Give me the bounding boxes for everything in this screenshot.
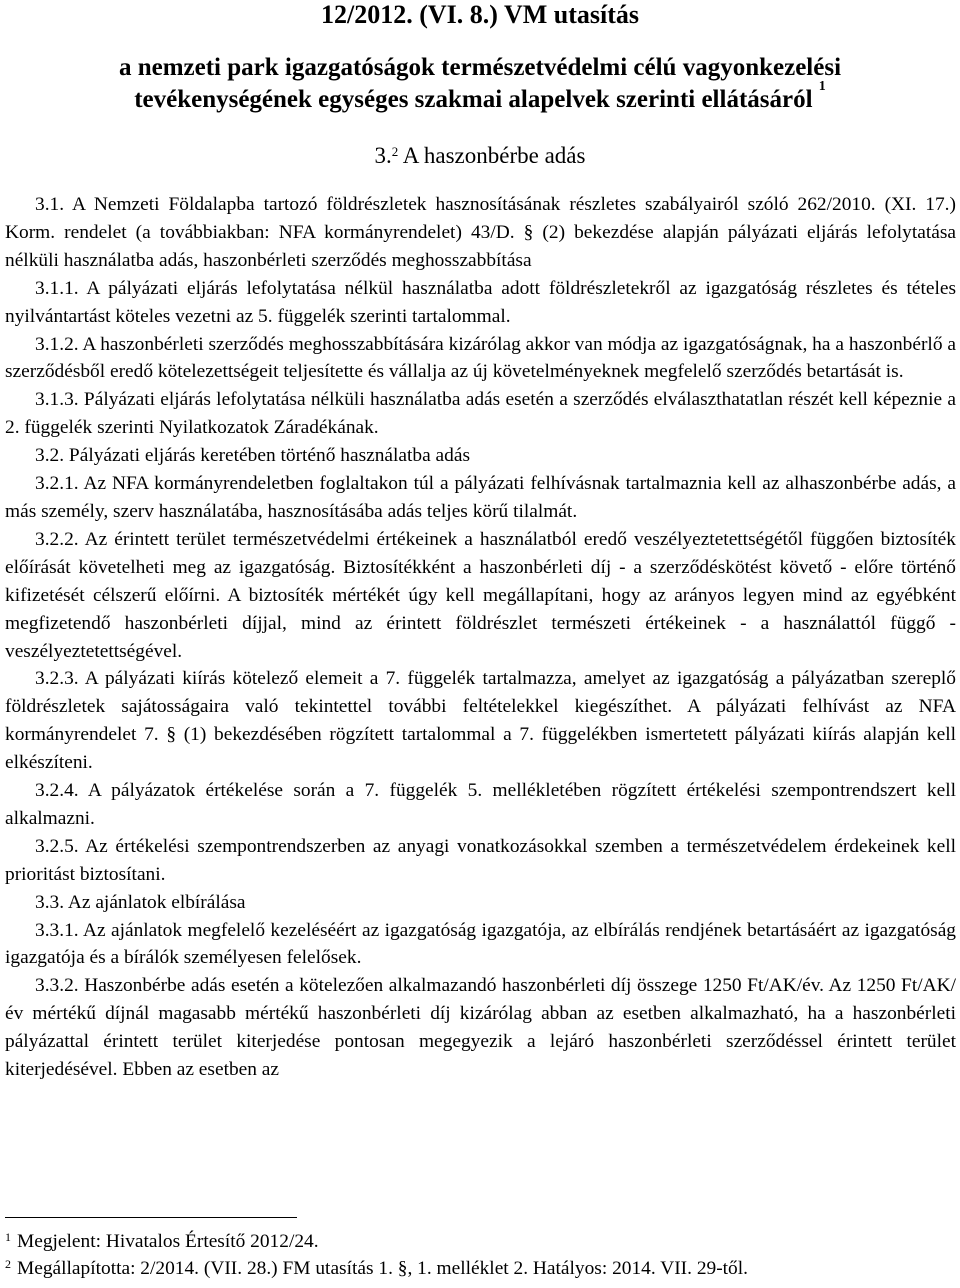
paragraph-3-2-3: 3.2.3. A pályázati kiírás kötelező elemeit a 7. függelék tartalmazza, amelyet az igazgatóság a pályázatban szereplő földrészletek sajátosságaira való tekintettel további feltételekkel kiegészíthet. A pályázati felhívást az NFA kormányrendelet 7. § (1) bekezdésében rögzített tartalommal a 7. függelékben ismertetett pályázati kiírás alapján kell elkészíteni. [5, 668, 956, 774]
document-title: 12/2012. (VI. 8.) VM utasítás [320, 0, 640, 29]
subtitle-line-2 [0, 79, 960, 116]
paragraph-3-1-3: 3.1.3. Pályázati eljárás lefolytatása nélküli használatba adás esetén a szerződés elválaszthatatlan részét kell képeznie a 2. függelék szerinti Nyilatkozatok Záradékának. [5, 389, 956, 439]
footnote-2-number: 2 [5, 1257, 11, 1271]
paragraph-3-2-1: 3.2.1. Az NFA kormányrendeletben foglaltakon túl a pályázati felhívásnak tartalmaznia kell az alhaszonbérbe adás, a más személy, szerv használatába, hasznosításába adás teljes körű tilalmát. [5, 473, 956, 522]
section-title: A haszonbérbe adás [402, 143, 586, 168]
paragraph-3-3: 3.3. Az ajánlatok elbírálása [35, 891, 246, 913]
paragraph-3-3-1: 3.3.1. Az ajánlatok megfelelő kezeléséért az igazgatóság igazgatója, az elbírálás rendjének betartásáért az igazgatóság igazgatója és a bírálók személyesen felelősek. [5, 919, 956, 969]
footnote-ref-2[interactable]: 2 [391, 144, 399, 159]
subtitle-line-2-text: tevékenységének egységes szakmai alapelvek szerinti ellátásáról [134, 86, 813, 113]
footnote-1-number: 1 [5, 1230, 11, 1244]
paragraph-3-1-1: 3.1.1. A pályázati eljárás lefolytatása nélkül használatba adott földrészletekről az igazgatóság részletes és tételes nyilvántartást köteles vezetni az 5. függelék szerinti tartalommal. [5, 277, 956, 327]
paragraph-3-1: 3.1. A Nemzeti Földalapba tartozó földrészletek hasznosításának részletes szabályairól szóló 262/2010. (XI. 17.) Korm. rendelet (a továbbiakban: NFA kormányrendelet) 43/D. § (2) bekezdése alapján pályázati eljárás lefolytatása nélküli használatba adás, haszonbérleti szerződés meghosszabbítása [5, 194, 956, 271]
footnote-1-text: Megjelent: Hivatalos Értesítő 2012/24. [17, 1231, 319, 1252]
paragraph-3-3-2: 3.3.2. Haszonbérbe adás esetén a kötelezően alkalmazandó haszonbérleti díj összege 1250 Ft/AK/év. Az 1250 Ft/AK/év mértékű díjnál magasabb mértékű haszonbérleti díj kizárólag abban az esetben alkalmazható, ha a haszonbérleti pályázattal érintett terület kiterjedése pontosan megegyezik a lejáró haszonbérleti szerződéssel érintett terület kiterjedésével. Ebben az esetben az [5, 975, 956, 1081]
paragraph-3-2-5: 3.2.5. Az értékelési szempontrendszerben az anyagi vonatkozásokkal szemben a természetvédelem érdekeinek kell prioritást biztosítani. [5, 835, 956, 885]
footnote-ref-1[interactable]: 1 [818, 79, 826, 94]
section-heading [0, 142, 960, 170]
paragraph-3-2: 3.2. Pályázati eljárás keretében történő használatba adás [35, 445, 471, 467]
paragraph-3-1-2: 3.1.2. A haszonbérleti szerződés meghosszabbítására kizárólag akkor van módja az igazgatóságnak, ha a haszonbérlő a szerződésből eredő kötelezettségeit teljesítette és vállalja az új követelményeknek megfelelő szerződés betartását is. [5, 333, 956, 383]
footnote-2 [5, 1255, 956, 1282]
document-body [5, 191, 956, 1084]
footnote-2-text: Megállapította: 2/2014. (VII. 28.) FM utasítás 1. §, 1. melléklet 2. Hatályos: 2014. VII. 29-től. [17, 1258, 748, 1279]
subtitle-line-1: a nemzeti park igazgatóságok természetvédelmi célú vagyonkezelési [118, 54, 842, 81]
paragraph-3-2-4: 3.2.4. A pályázatok értékelése során a 7. függelék 5. mellékletében rögzített értékelési szempontrendszert kell alkalmazni. [5, 780, 956, 829]
document-subtitle [0, 52, 960, 116]
paragraph-3-2-2: 3.2.2. Az érintett terület természetvédelmi értékeinek a használatból eredő veszélyeztetettségétől függően biztosíték előírását követelheti meg az igazgatóság. Biztosítékként a haszonbérleti díj - a szerződéskötést követő - előre történő kifizetését célszerű előírni. A biztosíték mértékét úgy kell megállapítani, hogy az arányos legyen mind az egyébként megfizetendő haszonbérleti díjjal, mind az érintett földrészlet természeti értékeinek - a használattól függő - veszélyeztetettségével. [5, 528, 956, 662]
section-number: 3. [374, 143, 392, 168]
footnote-1 [5, 1228, 956, 1255]
footnote-divider [5, 1217, 297, 1218]
footnotes [5, 1228, 956, 1282]
